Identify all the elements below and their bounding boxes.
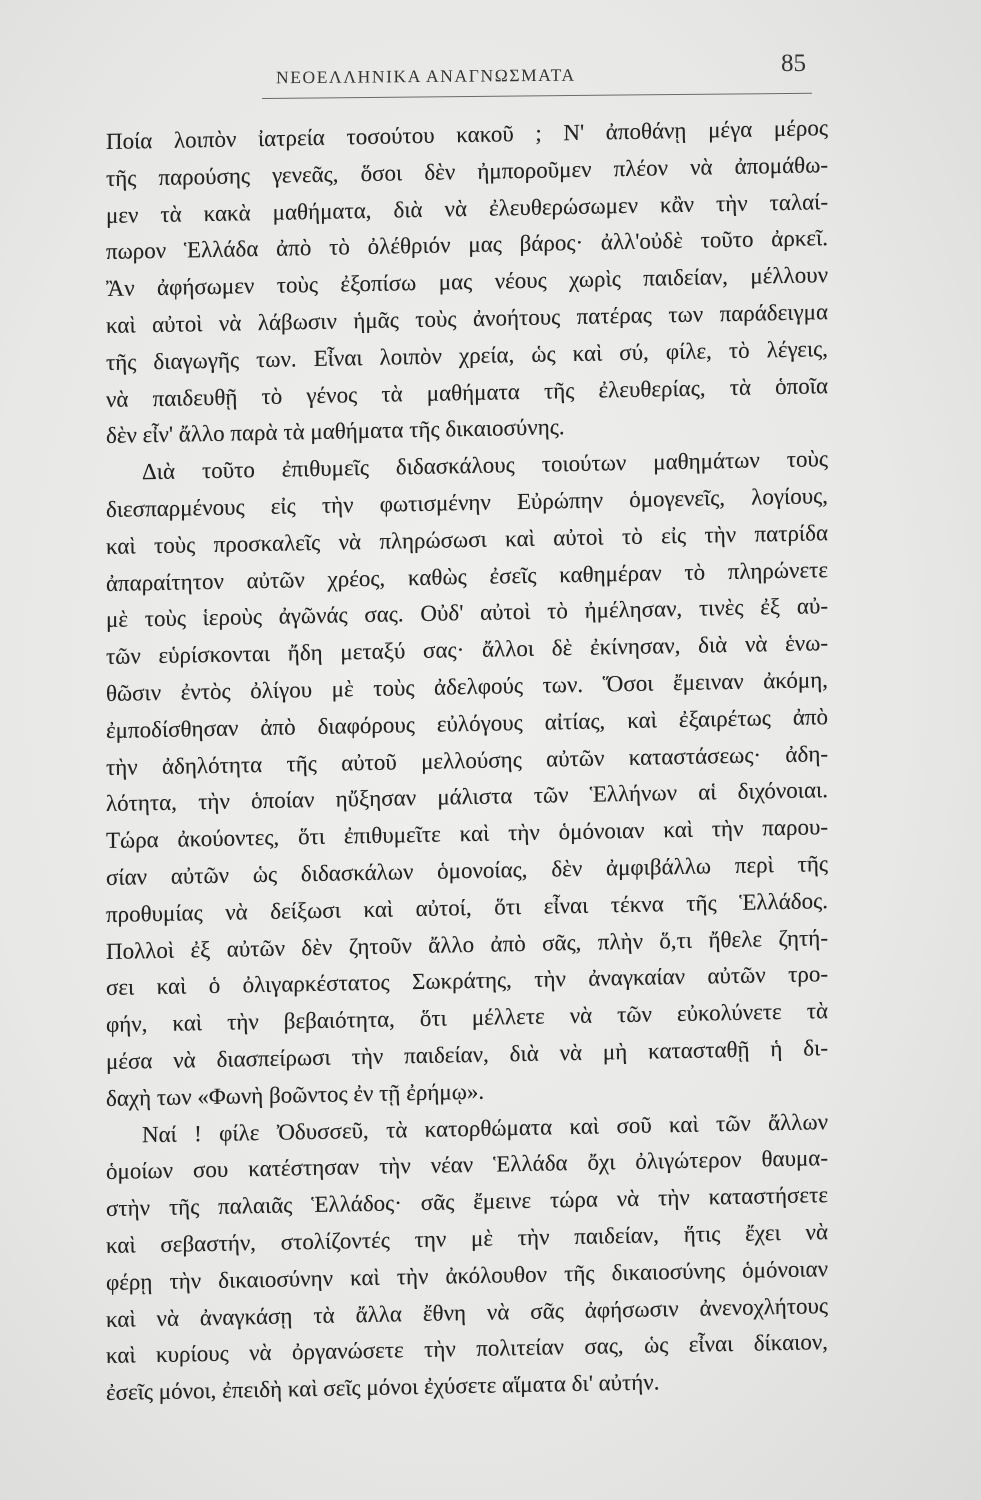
text-line: Τώρα ἀκούοντες, ὅτι ἐπιθυμεῖτε καὶ τὴν ὁμόνοιαν καὶ τὴν παρου- bbox=[106, 814, 828, 854]
text-line: τῆς παρούσης γενεᾶς, ὅσοι δὲν ἠμποροῦμεν πλέον νὰ ἀπομάθω- bbox=[106, 151, 828, 191]
text-line: καὶ τοὺς προσκαλεῖς νὰ πληρώσωσι καὶ αὐτοὶ τὸ εἰς τὴν πατρίδα bbox=[106, 519, 828, 559]
text-line: μέσα νὰ διασπείρωσι τὴν παιδείαν, διὰ νὰ μὴ κατασταθῇ ἡ δι- bbox=[106, 1035, 828, 1074]
text-line: καὶ σεβαστήν, στολίζοντές την μὲ τὴν παιδείαν, ἥτις ἔχει νὰ bbox=[106, 1219, 828, 1258]
paragraph bbox=[106, 441, 828, 1117]
text-line: Διὰ τοῦτο ἐπιθυμεῖς διδασκάλους τοιούτων μαθημάτων τοὺς bbox=[142, 446, 828, 485]
paragraph bbox=[106, 1104, 828, 1412]
text-line: καὶ κυρίους νὰ ὀργανώσετε τὴν πολιτείαν σας, ὡς εἶναι δίκαιον, bbox=[106, 1329, 828, 1369]
text-line: ἐσεῖς μόνοι, ἐπειδὴ καὶ σεῖς μόνοι ἐχύσετε αἵματα δι' αὐτήν. bbox=[106, 1369, 660, 1406]
text-line: λότητα, τὴν ὁποίαν ηὔξησαν μάλιστα τῶν Ἑλλήνων αἱ διχόνοιαι. bbox=[106, 777, 828, 817]
text-line: θῶσιν ἐντὸς ὀλίγου μὲ τοὺς ἀδελφούς των. Ὅσοι ἔμειναν ἀκόμη, bbox=[106, 667, 828, 706]
text-line: σίαν αὐτῶν ὡς διδασκάλων ὁμονοίας, δὲν ἀμφιβάλλω περὶ τῆς bbox=[106, 851, 828, 890]
text-line: Πολλοὶ ἐξ αὐτῶν δὲν ζητοῦν ἄλλο ἀπὸ σᾶς, πλὴν ὅ,τι ἤθελε ζητή- bbox=[106, 924, 828, 964]
running-header: ΝΕΟΕΛΛΗΝΙΚΑ ΑΝΑΓΝΩΣΜΑΤΑ bbox=[276, 64, 576, 88]
text-line: πωρον Ἑλλάδα ἀπὸ τὸ ὀλέθριόν μας βάρος· ἀλλ'οὐδὲ τοῦτο ἀρκεῖ. bbox=[106, 225, 828, 265]
text-line: καὶ αὐτοὶ νὰ λάβωσιν ἡμᾶς τοὺς ἀνοήτους πατέρας των παράδειγμα bbox=[106, 299, 828, 338]
text-line: μεν τὰ κακὰ μαθήματα, διὰ νὰ ἐλευθερώσωμεν κἂν τὴν ταλαί- bbox=[106, 188, 828, 228]
text-line: Ποία λοιπὸν ἰατρεία τοσούτου κακοῦ ; Ν' ἀποθάνῃ μέγα μέρος bbox=[106, 115, 828, 154]
text-line: νὰ παιδευθῇ τὸ γένος τὰ μαθήματα τῆς ἐλευθερίας, τὰ ὁποῖα bbox=[106, 372, 828, 412]
text-line: φέρῃ τὴν δικαιοσύνην καὶ τὴν ἀκόλουθον τῆς δικαιοσύνης ὁμόνοιαν bbox=[106, 1255, 828, 1295]
text-line: σει καὶ ὁ ὀλιγαρκέστατος Σωκράτης, τὴν ἀναγκαίαν αὐτῶν τρο- bbox=[106, 961, 828, 1001]
text-line: διεσπαρμένους εἰς τὴν φωτισμένην Εὐρώπην ὁμογενεῖς, λογίους, bbox=[106, 483, 828, 522]
text-line: τὴν ἀδηλότητα τῆς αὐτοῦ μελλούσης αὐτῶν καταστάσεως· ἀδη- bbox=[106, 740, 828, 780]
text-line: φήν, καὶ τὴν βεβαιότητα, ὅτι μέλλετε νὰ τῶν εὐκολύνετε τὰ bbox=[106, 998, 828, 1038]
text-line: δὲν εἶν' ἄλλο παρὰ τὰ μαθήματα τῆς δικαιοσύνης. bbox=[106, 414, 565, 449]
text-line: τῶν εὑρίσκονται ἤδη μεταξύ σας· ἄλλοι δὲ ἐκίνησαν, διὰ νὰ ἑνω- bbox=[106, 630, 828, 670]
paragraph bbox=[106, 110, 828, 455]
text-line: δαχὴ των «Φωνὴ βοῶντος ἐν τῇ ἐρήμῳ». bbox=[106, 1078, 485, 1111]
text-line: μὲ τοὺς ἱεροὺς ἀγῶνάς σας. Οὐδ' αὐτοὶ τὸ ἠμέλησαν, τινὲς ἐξ αὐ- bbox=[106, 593, 828, 633]
page-number: 85 bbox=[781, 50, 806, 77]
text-line: στὴν τῆς παλαιᾶς Ἑλλάδος· σᾶς ἔμεινε τώρα νὰ τὴν καταστήσετε bbox=[106, 1182, 828, 1222]
text-line: καὶ νὰ ἀναγκάσῃ τὰ ἄλλα ἔθνη νὰ σᾶς ἀφήσωσιν ἀνενοχλήτους bbox=[106, 1292, 828, 1332]
text-line: ὁμοίων σου κατέστησαν τὴν νέαν Ἑλλάδα ὄχι ὀλιγώτερον θαυμα- bbox=[106, 1145, 828, 1185]
text-line: Ναί ! φίλε Ὀδυσσεῦ, τὰ κατορθώματα καὶ σοῦ καὶ τῶν ἄλλων bbox=[142, 1108, 828, 1147]
text-line: προθυμίας νὰ δείξωσι καὶ αὐτοί, ὅτι εἶναι τέκνα τῆς Ἑλλάδος. bbox=[106, 887, 828, 927]
text-line: τῆς διαγωγῆς των. Εἶναι λοιπὸν χρεία, ὡς καὶ σύ, φίλε, τὸ λέγεις, bbox=[106, 335, 828, 375]
text-line: Ἂν ἀφήσωμεν τοὺς ἐξοπίσω μας νέους χωρὶς παιδείαν, μέλλουν bbox=[106, 262, 828, 302]
header-rule bbox=[262, 93, 812, 99]
text-line: ἐμποδίσθησαν ἀπὸ διαφόρους εὐλόγους αἰτίας, καὶ ἐξαιρέτως ἀπὸ bbox=[106, 703, 828, 743]
text-line: ἀπαραίτητον αὐτῶν χρέος, καθὼς ἐσεῖς καθημέραν τὸ πληρώνετε bbox=[106, 556, 828, 596]
body-text bbox=[106, 110, 828, 1412]
